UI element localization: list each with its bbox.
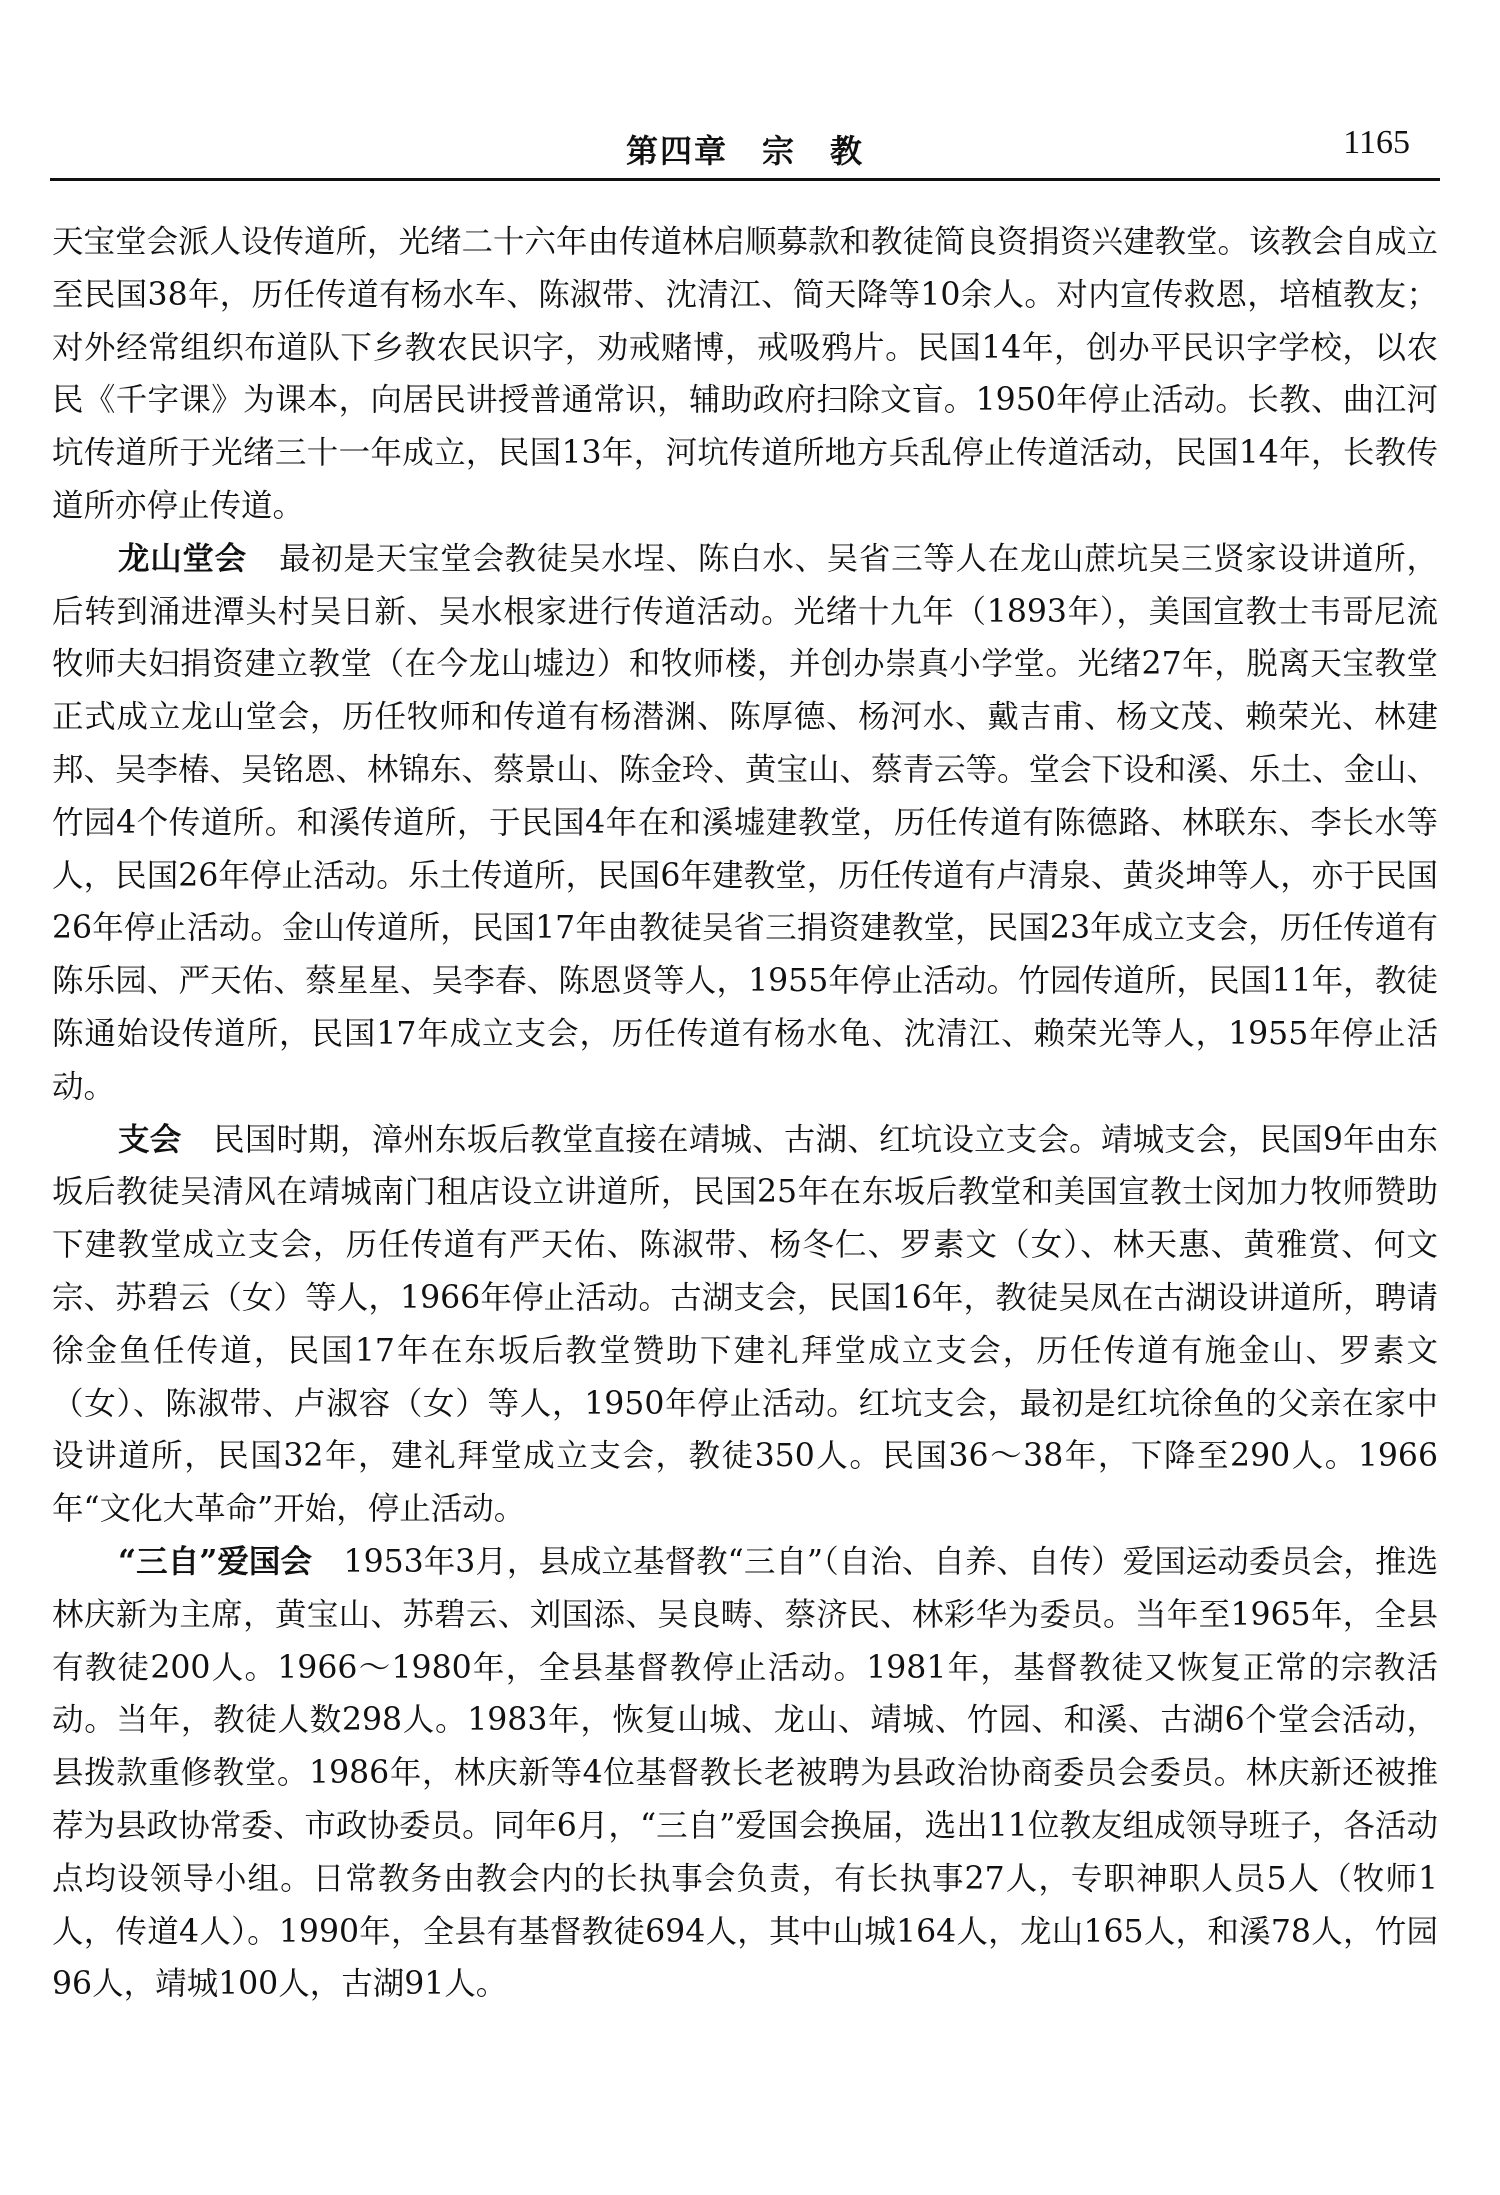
paragraph-text: 1953年3月，县成立基督教“三自”（自治、自养、自传）爱国运动委员会，推选林庆新为主席，黄宝山、苏碧云、刘国添、吴良畴、蔡济民、林彩华为委员。当年至1965年，全县有教徒200人。1966～1980年，全县基督教停止活动。1981年，基督教徒又恢复正常的宗教活动。当年，教徒人数298人。1983年，恢复山城、龙山、靖城、竹园、和溪、古湖6个堂会活动，县拨款重修教堂。1986年，林庆新等4位基督教长老被聘为县政治协商委员会委员。林庆新还被推荐为县政协常委、市政协委员。同年6月，“三自”爱国会换届，选出11位教友组成领导班子，各活动点均设领导小组。日常教务由教会内的长执事会负责，有长执事27人，专职神职人员5人（牧师1人，传道4人）。1990年，全县有基督教徒694人，其中山城164人，龙山165人，和溪78人，竹园96人，靖城100人，古湖91人。	[52, 1543, 1438, 2003]
chapter-title: 第四章 宗 教	[625, 132, 864, 170]
body-text	[52, 216, 1438, 2011]
paragraph-longshan-church	[52, 533, 1438, 1114]
paragraph-text: 天宝堂会派人设传道所，光绪二十六年由传道林启顺募款和教徒简良资捐资兴建教堂。该教会自成立至民国38年，历任传道有杨水车、陈淑带、沈清江、简天降等10余人。对内宣传救恩，培植教友；对外经常组织布道队下乡教农民识字，劝戒赌博，戒吸鸦片。民国14年，创办平民识字学校，以农民《千字课》为课本，向居民讲授普通常识，辅助政府扫除文盲。1950年停止活动。长教、曲江河坑传道所于光绪三十一年成立，民国13年，河坑传道所地方兵乱停止传道活动，民国14年，长教传道所亦停止传道。	[52, 224, 1439, 524]
paragraph-tianbao-continued	[52, 216, 1438, 533]
paragraph-three-self	[52, 1536, 1438, 2011]
running-header	[50, 118, 1440, 181]
paragraph-text: 最初是天宝堂会教徒吴水埕、陈白水、吴省三等人在龙山蔗坑吴三贤家设讲道所，后转到涌进潭头村吴日新、吴水根家进行传道活动。光绪十九年（1893年），美国宣教士韦哥尼流牧师夫妇捐资建立教堂（在今龙山墟边）和牧师楼，并创办崇真小学堂。光绪27年，脱离天宝教堂正式成立龙山堂会，历任牧师和传道有杨潜渊、陈厚德、杨河水、戴吉甫、杨文茂、赖荣光、林建邦、吴李椿、吴铭恩、林锦东、蔡景山、陈金玲、黄宝山、蔡青云等。堂会下设和溪、乐土、金山、竹园4个传道所。和溪传道所，于民国4年在和溪墟建教堂，历任传道有陈德路、林联东、李长水等人，民国26年停止活动。乐土传道所，民国6年建教堂，历任传道有卢清泉、黄炎坤等人，亦于民国26年停止活动。金山传道所，民国17年由教徒吴省三捐资建教堂，民国23年成立支会，历任传道有陈乐园、严天佑、蔡星星、吴李春、陈恩贤等人，1955年停止活动。竹园传道所，民国11年，教徒陈通始设传道所，民国17年成立支会，历任传道有杨水龟、沈清江、赖荣光等人，1955年停止活动。	[52, 540, 1439, 1105]
page-number: 1165	[1343, 124, 1410, 161]
section-lead-longshan: 龙山堂会	[118, 539, 247, 577]
paragraph-text: 民国时期，漳州东坂后教堂直接在靖城、古湖、红坑设立支会。靖城支会，民国9年由东坂后教徒吴清风在靖城南门租店设立讲道所，民国25年在东坂后教堂和美国宣教士闵加力牧师赞助下建教堂成立支会，历任传道有严天佑、陈淑带、杨冬仁、罗素文（女）、林天惠、黄雅赏、何文宗、苏碧云（女）等人，1966年停止活动。古湖支会，民国16年，教徒吴凤在古湖设讲道所，聘请徐金鱼任传道，民国17年在东坂后教堂赞助下建礼拜堂成立支会，历任传道有施金山、罗素文（女）、陈淑带、卢淑容（女）等人，1950年停止活动。红坑支会，最初是红坑徐鱼的父亲在家中设讲道所，民国32年，建礼拜堂成立支会，教徒350人。民国36～38年，下降至290人。1966年“文化大革命”开始，停止活动。	[52, 1121, 1438, 1528]
section-lead-branch: 支会	[118, 1120, 182, 1158]
paragraph-branch-churches	[52, 1114, 1438, 1536]
section-lead-three-self: “三自”爱国会	[118, 1542, 313, 1580]
